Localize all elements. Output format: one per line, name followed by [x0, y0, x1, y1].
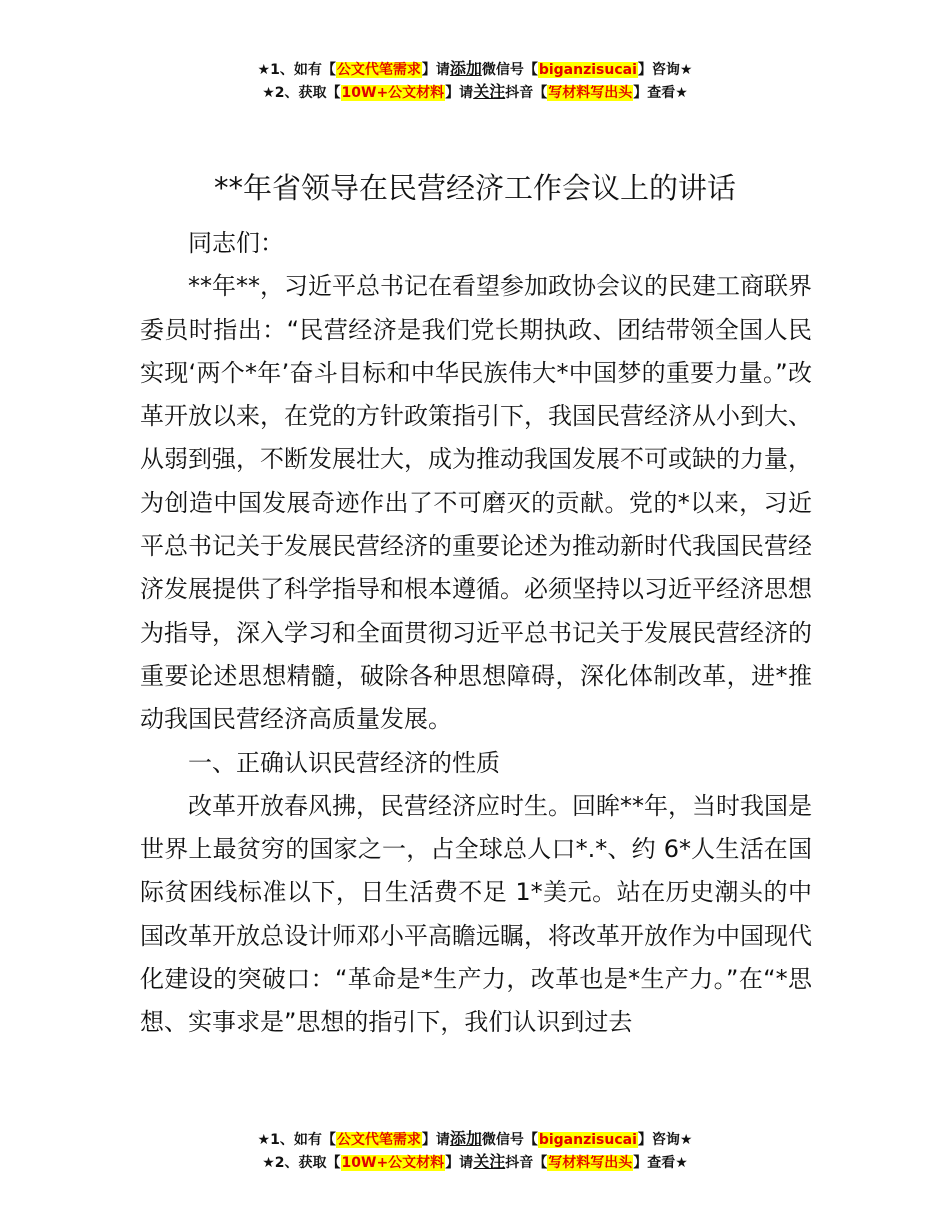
banner-highlight: biganzisucai: [538, 1132, 637, 1148]
banner-line-2: [0, 81, 950, 104]
salutation: 同志们：: [188, 229, 284, 257]
banner-text: ★1、如有【: [257, 62, 336, 78]
banner-text: 抖音【: [505, 1155, 548, 1171]
banner-text: 】咨询★: [637, 1132, 693, 1148]
banner-text: 】请: [421, 62, 450, 78]
banner-highlight: 公文代笔需求: [336, 62, 421, 78]
banner-text: ★2、获取【: [262, 85, 341, 101]
header-banner: [0, 58, 950, 104]
banner-text: 抖音【: [505, 85, 548, 101]
banner-text: 微信号【: [481, 62, 538, 78]
banner-highlight: 公文代笔需求: [336, 1132, 421, 1148]
banner-line-1: [0, 58, 950, 81]
banner-text: 】请: [421, 1132, 450, 1148]
document-title: **年省领导在民营经济工作会议上的讲话: [213, 171, 736, 205]
document-body: [140, 222, 812, 1045]
banner-text: 】请: [445, 1155, 474, 1171]
banner-text: ★2、获取【: [262, 1155, 341, 1171]
paragraph-1: **年**，习近平总书记在看望参加政协会议的民建工商联界委员时指出：“民营经济是我们党长期执政、团结带领全国人民实现‘两个*年’奋斗目标和中华民族伟大*中国梦的重要力量。”改革开放以来，在党的方针政策指引下，我国民营经济从小到大、从弱到强，不断发展壮大，成为推动我国发展不可或缺的力量，为创造中国发展奇迹作出了不可磨灭的贡献。党的*以来，习近平总书记关于发展民营经济的重要论述为推动新时代我国民营经济发展提供了科学指导和根本遵循。必须坚持以习近平经济思想为指导，深入学习和全面贯彻习近平总书记关于发展民营经济的重要论述思想精髓，破除各种思想障碍，深化体制改革，进*推动我国民营经济高质量发展。: [140, 272, 812, 734]
banner-underlined: 关注: [473, 1152, 506, 1171]
banner-line-1: [0, 1128, 950, 1151]
banner-text: 】请: [445, 85, 474, 101]
section-heading-1: 一、正确认识民营经济的性质: [188, 748, 500, 777]
banner-underlined: 添加: [449, 1129, 482, 1148]
banner-underlined: 添加: [449, 59, 482, 78]
banner-line-2: [0, 1151, 950, 1174]
footer-banner: [0, 1128, 950, 1174]
banner-highlight: 写材料写出头: [548, 85, 633, 101]
banner-text: 】查看★: [633, 1155, 688, 1171]
banner-highlight: 写材料写出头: [548, 1155, 633, 1171]
banner-text: 】咨询★: [637, 62, 693, 78]
banner-text: ★1、如有【: [257, 1132, 336, 1148]
banner-highlight: 10W+公文材料: [341, 1155, 445, 1171]
banner-text: 】查看★: [633, 85, 688, 101]
banner-highlight: 10W+公文材料: [341, 85, 445, 101]
paragraph-2: 改革开放春风拂，民营经济应时生。回眸**年，当时我国是世界上最贫穷的国家之一，占全球总人口*.*、约 6*人生活在国际贫困线标准以下，日生活费不足 1*美元。站在历史潮头的中国改革开放总设计师邓小平高瞻远瞩，将改革开放作为中国现代化建设的突破口：“革命是*生产力，改革也是*生产力。”在“*思想、实事求是”思想的指引下，我们认识到过去: [140, 791, 812, 1037]
banner-underlined: 关注: [473, 82, 506, 101]
banner-highlight: biganzisucai: [538, 62, 637, 78]
banner-text: 微信号【: [481, 1132, 538, 1148]
